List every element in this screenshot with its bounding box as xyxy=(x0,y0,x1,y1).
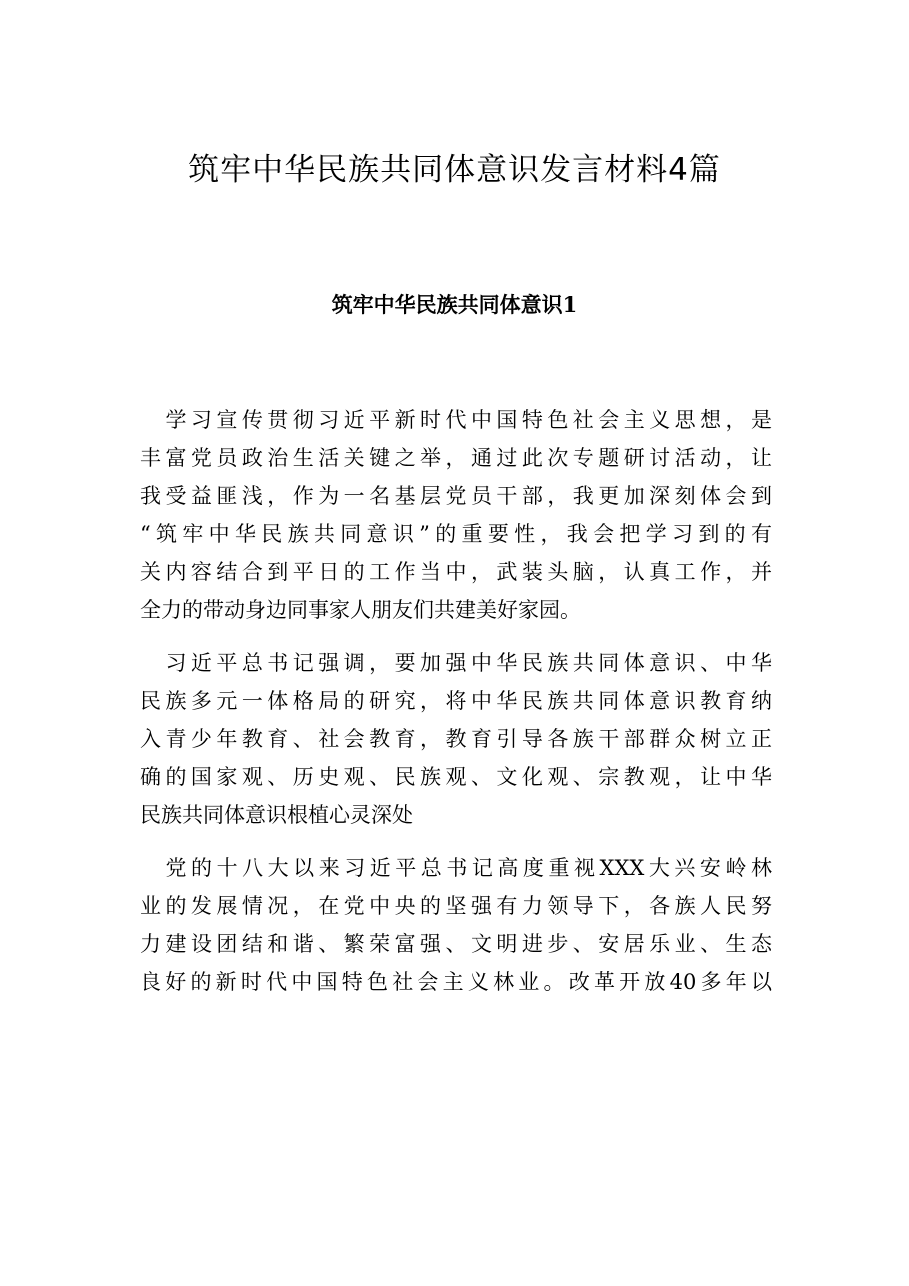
text-line: 民族共同体意识根植心灵深处 xyxy=(140,803,413,827)
text-line: 我受益匪浅，作为一名基层党员干部，我更加深刻体会到 xyxy=(140,484,772,508)
paragraph xyxy=(140,849,772,1001)
text-line: 确的国家观、历史观、民族观、文化观、宗教观，让中华 xyxy=(140,765,772,789)
text-line: 习近平总书记强调，要加强中华民族共同体意识、中华 xyxy=(140,651,772,675)
text-line: “筑牢中华民族共同意识”的重要性，我会把学习到的有 xyxy=(140,522,772,546)
text-line: 良好的新时代中国特色社会主义林业。改革开放40多年以 xyxy=(140,970,772,994)
text-line: 全力的带动身边同事家人朋友们共建美好家园。 xyxy=(140,598,581,622)
text-line: 党的十八大以来习近平总书记高度重视XXX大兴安岭林 xyxy=(140,856,772,880)
section-title: 筑牢中华民族共同体意识1 xyxy=(331,292,578,317)
paragraph xyxy=(140,644,772,834)
text-line: 入青少年教育、社会教育，教育引导各族干部群众树立正 xyxy=(140,727,772,751)
document-body xyxy=(140,401,772,1016)
text-line: 丰富党员政治生活关键之举，通过此次专题研讨活动，让 xyxy=(140,446,772,470)
text-line: 关内容结合到平日的工作当中，武装头脑，认真工作，并 xyxy=(140,560,772,584)
paragraph xyxy=(140,401,772,629)
document-title: 筑牢中华民族共同体意识发言材料4篇 xyxy=(188,152,721,188)
text-line: 民族多元一体格局的研究，将中华民族共同体意识教育纳 xyxy=(140,689,772,713)
text-line: 力建设团结和谐、繁荣富强、文明进步、安居乐业、生态 xyxy=(140,932,772,956)
text-line: 学习宣传贯彻习近平新时代中国特色社会主义思想，是 xyxy=(140,408,772,432)
text-line: 业的发展情况，在党中央的坚强有力领导下，各族人民努 xyxy=(140,894,772,918)
